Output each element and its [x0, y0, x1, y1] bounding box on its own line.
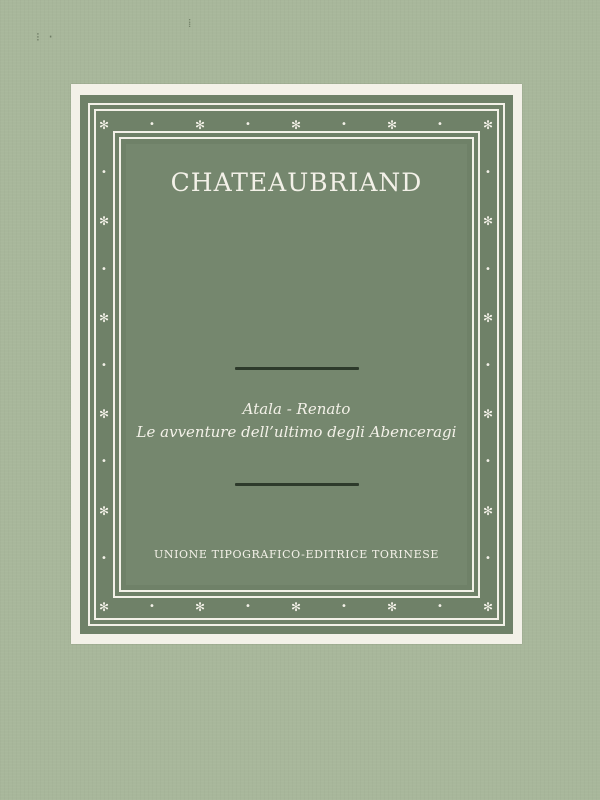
dot-ornament-icon: • — [485, 167, 491, 179]
dot-ornament-icon: • — [437, 601, 443, 612]
bottom-divider — [235, 483, 359, 486]
flower-ornament-icon: ✻ — [482, 214, 494, 229]
dot-ornament-icon: • — [245, 119, 251, 130]
flower-ornament-icon: ✻ — [290, 600, 302, 614]
title-panel — [126, 144, 467, 585]
dot-ornament-icon: • — [485, 263, 491, 275]
flower-ornament-icon: ✻ — [194, 118, 206, 132]
flower-ornament-icon: ✻ — [98, 214, 110, 229]
flower-ornament-icon: ✻ — [98, 407, 110, 422]
dot-ornament-icon: • — [101, 552, 107, 564]
flower-ornament-icon: ✻ — [98, 600, 110, 614]
dot-ornament-icon: • — [341, 119, 347, 130]
dot-ornament-icon: • — [149, 601, 155, 612]
flower-ornament-icon: ✻ — [482, 600, 494, 614]
flower-ornament-icon: ✻ — [98, 310, 110, 325]
flower-ornament-icon: ✻ — [194, 600, 206, 614]
scratch-mark: ⁝ · — [36, 30, 55, 44]
dot-ornament-icon: • — [485, 360, 491, 371]
book-titles — [126, 398, 467, 444]
flower-ornament-icon: ✻ — [482, 310, 494, 325]
flower-ornament-icon: ✻ — [386, 118, 398, 132]
publisher-name: UNIONE TIPOGRAFICO-EDITRICE TORINESE — [154, 548, 439, 561]
flower-ornament-icon: ✻ — [98, 118, 110, 132]
flower-ornament-icon: ✻ — [98, 503, 110, 518]
title-line-2: Le avventure dell’ultimo degli Abenceragi — [136, 423, 457, 441]
dot-ornament-icon: • — [149, 119, 155, 130]
dot-ornament-icon: • — [485, 552, 491, 564]
flower-ornament-icon: ✻ — [482, 503, 494, 518]
top-divider — [235, 367, 359, 370]
dot-ornament-icon: • — [101, 456, 107, 468]
dot-ornament-icon: • — [245, 601, 251, 612]
dot-ornament-icon: • — [341, 601, 347, 612]
scratch-mark: ⁞ — [188, 16, 192, 30]
dot-ornament-icon: • — [101, 360, 107, 371]
flower-ornament-icon: ✻ — [386, 600, 398, 614]
flower-ornament-icon: ✻ — [482, 118, 494, 132]
title-line-1: Atala - Renato — [242, 400, 351, 418]
dot-ornament-icon: • — [485, 456, 491, 468]
dot-ornament-icon: • — [101, 263, 107, 275]
flower-ornament-icon: ✻ — [290, 118, 302, 132]
dot-ornament-icon: • — [101, 167, 107, 179]
dot-ornament-icon: • — [437, 119, 443, 130]
author-name: CHATEAUBRIAND — [170, 168, 423, 197]
flower-ornament-icon: ✻ — [482, 407, 494, 422]
